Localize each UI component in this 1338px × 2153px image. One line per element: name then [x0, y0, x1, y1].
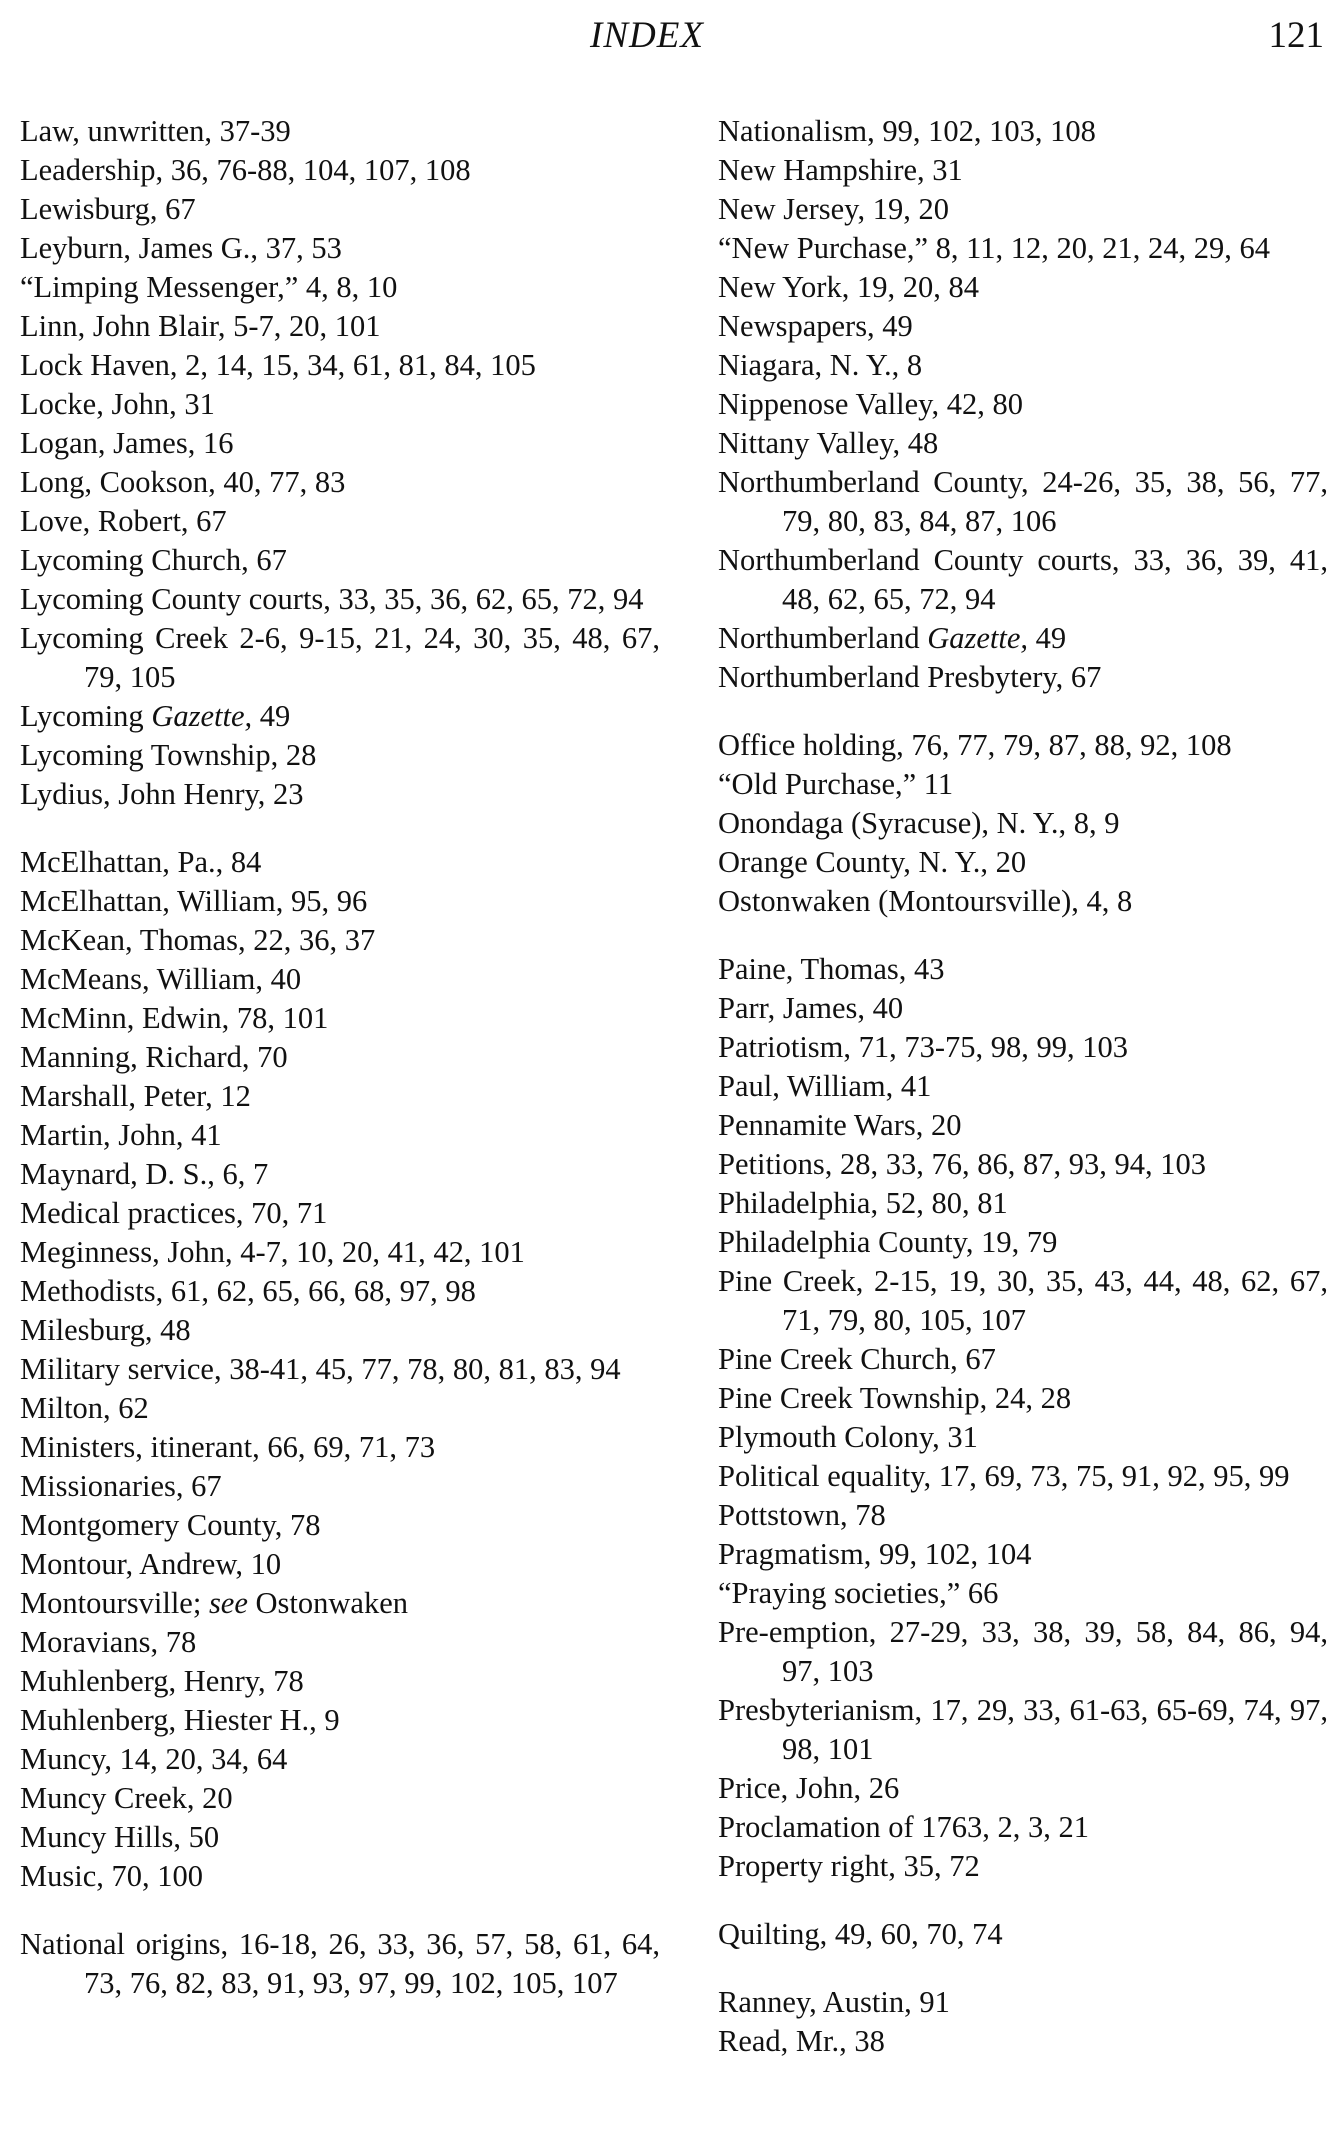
index-entry: New Jersey, 19, 20	[718, 192, 949, 226]
index-entry: Newspapers, 49	[718, 309, 913, 343]
index-entry-term: Montoursville;	[20, 1586, 209, 1620]
index-entry: Medical practices, 70, 71	[20, 1196, 328, 1230]
index-column-left	[20, 112, 660, 2003]
index-entry	[20, 697, 660, 736]
index-entry: New York, 19, 20, 84	[718, 270, 979, 304]
index-entry: Muncy, 14, 20, 34, 64	[20, 1742, 288, 1776]
index-entry: Price, John, 26	[718, 1771, 900, 1805]
index-entry: Leyburn, James G., 37, 53	[20, 231, 342, 265]
index-entry: Marshall, Peter, 12	[20, 1079, 251, 1113]
index-entry: Milesburg, 48	[20, 1313, 191, 1347]
index-entry: Methodists, 61, 62, 65, 66, 68, 97, 98	[20, 1274, 476, 1308]
index-entry-italic: Gazette,	[151, 699, 253, 733]
index-entry: Montgomery County, 78	[20, 1508, 321, 1542]
index-entry-pages: 49	[1028, 621, 1067, 655]
index-entry: Parr, James, 40	[718, 991, 904, 1025]
index-entry: “Limping Messenger,” 4, 8, 10	[20, 270, 398, 304]
index-entry: Lydius, John Henry, 23	[20, 777, 304, 811]
index-entry: McMinn, Edwin, 78, 101	[20, 1001, 329, 1035]
index-entry: Maynard, D. S., 6, 7	[20, 1157, 269, 1191]
index-entry: Montour, Andrew, 10	[20, 1547, 282, 1581]
index-entry-term: Lycoming	[20, 699, 152, 733]
index-entry: Ostonwaken (Montoursville), 4, 8	[718, 884, 1133, 918]
index-entry: Martin, John, 41	[20, 1118, 222, 1152]
index-entry: Muncy Hills, 50	[20, 1820, 220, 1854]
index-entry: McMeans, William, 40	[20, 962, 302, 996]
index-entry: Orange County, N. Y., 20	[718, 845, 1027, 879]
index-entry: Lycoming Township, 28	[20, 738, 317, 772]
index-entry: Pottstown, 78	[718, 1498, 886, 1532]
index-entry: “Old Purchase,” 11	[718, 767, 954, 801]
index-entry: Lycoming Church, 67	[20, 543, 287, 577]
index-entry: Office holding, 76, 77, 79, 87, 88, 92, 108	[718, 728, 1232, 762]
index-entry: Read, Mr., 38	[718, 2024, 885, 2058]
index-entry: Northumberland County, 24-26, 35, 38, 56, 77, 79, 80, 83, 84, 87, 106	[718, 465, 1328, 538]
index-entry: Long, Cookson, 40, 77, 83	[20, 465, 346, 499]
index-entry: Lycoming Creek 2-6, 9-15, 21, 24, 30, 35, 48, 67, 79, 105	[20, 621, 660, 694]
index-entry: Leadership, 36, 76-88, 104, 107, 108	[20, 153, 471, 187]
index-entry: Philadelphia, 52, 80, 81	[718, 1186, 1008, 1220]
index-entry: Logan, James, 16	[20, 426, 234, 460]
index-entry: Lewisburg, 67	[20, 192, 196, 226]
index-entry: Linn, John Blair, 5-7, 20, 101	[20, 309, 381, 343]
index-entry: Music, 70, 100	[20, 1859, 203, 1893]
index-entry: Property right, 35, 72	[718, 1849, 980, 1883]
page-number: 121	[1268, 15, 1324, 56]
index-entry: “Praying societies,” 66	[718, 1576, 999, 1610]
index-entry: Pragmatism, 99, 102, 104	[718, 1537, 1032, 1571]
index-entry: New Hampshire, 31	[718, 153, 963, 187]
index-entry: National origins, 16-18, 26, 33, 36, 57, 58, 61, 64, 73, 76, 82, 83, 91, 93, 97, 99, 102, 105, 107	[20, 1927, 660, 2000]
index-column-right	[718, 112, 1328, 2061]
index-entry: Muhlenberg, Hiester H., 9	[20, 1703, 340, 1737]
index-entry-pages: Ostonwaken	[247, 1586, 408, 1620]
index-entry: Lock Haven, 2, 14, 15, 34, 61, 81, 84, 105	[20, 348, 536, 382]
index-entry-italic: see	[208, 1586, 248, 1620]
index-entry: Ministers, itinerant, 66, 69, 71, 73	[20, 1430, 436, 1464]
index-entry: Love, Robert, 67	[20, 504, 227, 538]
index-entry-term: Northumberland	[718, 621, 928, 655]
index-entry: Petitions, 28, 33, 76, 86, 87, 93, 94, 103	[718, 1147, 1207, 1181]
index-entry-italic: Gazette,	[927, 621, 1029, 655]
index-entry: Military service, 38-41, 45, 77, 78, 80, 81, 83, 94	[20, 1352, 621, 1386]
index-entry: Pine Creek Township, 24, 28	[718, 1381, 1072, 1415]
index-entry: Proclamation of 1763, 2, 3, 21	[718, 1810, 1090, 1844]
index-entry: McKean, Thomas, 22, 36, 37	[20, 923, 376, 957]
index-entry: Moravians, 78	[20, 1625, 197, 1659]
index-entry: Paine, Thomas, 43	[718, 952, 945, 986]
index-entry: Onondaga (Syracuse), N. Y., 8, 9	[718, 806, 1120, 840]
index-entry: Law, unwritten, 37-39	[20, 114, 291, 148]
index-entry: Pre-emption, 27-29, 33, 38, 39, 58, 84, 86, 94, 97, 103	[718, 1615, 1328, 1688]
index-entry: Nippenose Valley, 42, 80	[718, 387, 1023, 421]
index-entry: Muhlenberg, Henry, 78	[20, 1664, 304, 1698]
index-entry: Paul, William, 41	[718, 1069, 932, 1103]
page-title: INDEX	[590, 15, 704, 56]
index-entry: Locke, John, 31	[20, 387, 215, 421]
index-entry: Lycoming County courts, 33, 35, 36, 62, 65, 72, 94	[20, 582, 644, 616]
index-entry: Northumberland County courts, 33, 36, 39, 41, 48, 62, 65, 72, 94	[718, 543, 1328, 616]
index-entry: Meginness, John, 4-7, 10, 20, 41, 42, 101	[20, 1235, 525, 1269]
index-entry: Philadelphia County, 19, 79	[718, 1225, 1058, 1259]
index-entry: Nittany Valley, 48	[718, 426, 939, 460]
index-entry: Pennamite Wars, 20	[718, 1108, 962, 1142]
index-entry: Muncy Creek, 20	[20, 1781, 233, 1815]
index-entry	[20, 1584, 660, 1623]
index-entry: Presbyterianism, 17, 29, 33, 61-63, 65-69, 74, 97, 98, 101	[718, 1693, 1328, 1766]
index-entry: Northumberland Presbytery, 67	[718, 660, 1102, 694]
page-header	[0, 14, 1338, 62]
index-entry: McElhattan, Pa., 84	[20, 845, 262, 879]
index-entry: “New Purchase,” 8, 11, 12, 20, 21, 24, 29, 64	[718, 231, 1271, 265]
index-entry: Political equality, 17, 69, 73, 75, 91, 92, 95, 99	[718, 1459, 1290, 1493]
index-entry: Quilting, 49, 60, 70, 74	[718, 1917, 1003, 1951]
index-entry: McElhattan, William, 95, 96	[20, 884, 368, 918]
index-entry: Patriotism, 71, 73-75, 98, 99, 103	[718, 1030, 1129, 1064]
index-entry: Niagara, N. Y., 8	[718, 348, 923, 382]
index-entry: Pine Creek Church, 67	[718, 1342, 996, 1376]
index-entry: Manning, Richard, 70	[20, 1040, 288, 1074]
index-entry: Pine Creek, 2-15, 19, 30, 35, 43, 44, 48, 62, 67, 71, 79, 80, 105, 107	[718, 1264, 1328, 1337]
index-entry	[718, 619, 1328, 658]
index-entry: Milton, 62	[20, 1391, 149, 1425]
index-entry: Plymouth Colony, 31	[718, 1420, 978, 1454]
index-entry: Ranney, Austin, 91	[718, 1985, 950, 2019]
index-entry: Missionaries, 67	[20, 1469, 222, 1503]
index-entry-pages: 49	[252, 699, 291, 733]
index-entry: Nationalism, 99, 102, 103, 108	[718, 114, 1096, 148]
